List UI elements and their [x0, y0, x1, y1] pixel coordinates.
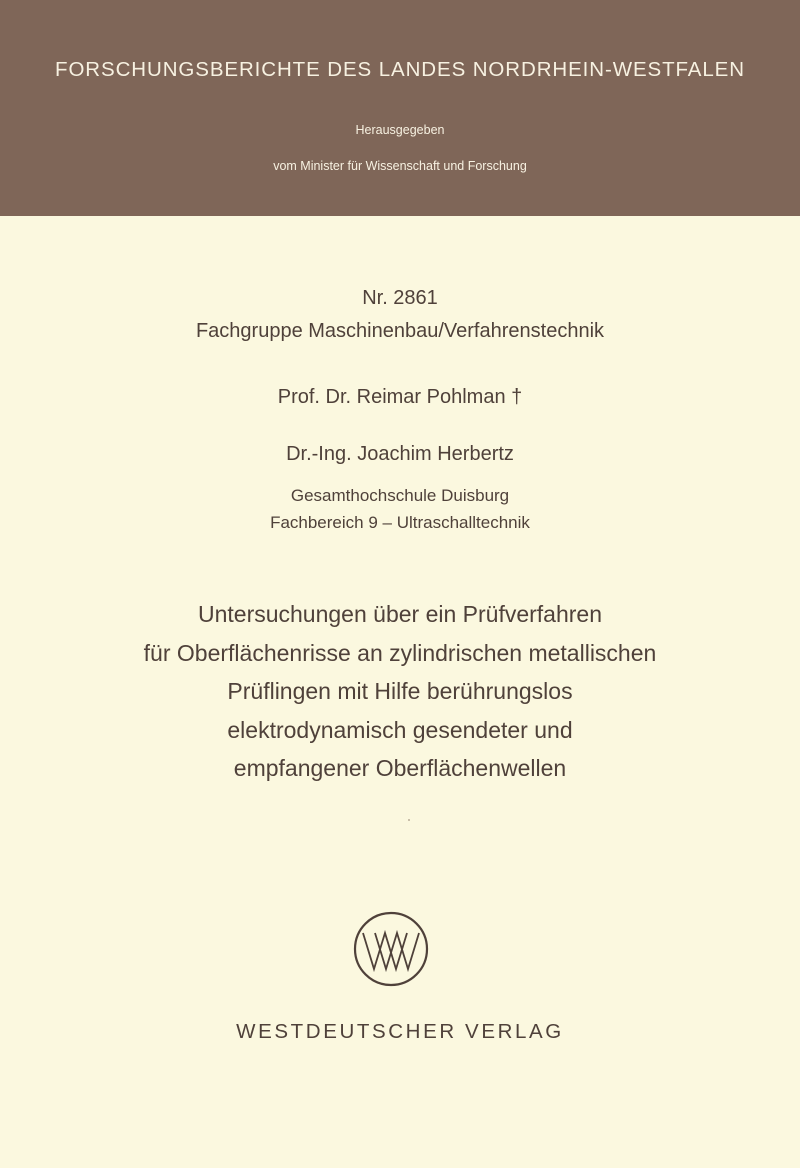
institution-faculty: Fachbereich 9 – Ultraschalltechnik — [270, 513, 530, 532]
editor-name: vom Minister für Wissenschaft und Forschung — [273, 159, 527, 173]
department: Fachgruppe Maschinenbau/Verfahrenstechnik — [195, 320, 605, 342]
title-line: für Oberflächenrisse an zylindrischen metallischen — [143, 639, 657, 666]
report-number: Nr. 2861 — [362, 287, 438, 309]
header-band — [0, 0, 800, 216]
editor-label: Herausgegeben — [355, 123, 445, 137]
publisher-name: WESTDEUTSCHER VERLAG — [236, 1020, 564, 1043]
title-line: elektrodynamisch gesendeter und — [227, 716, 573, 743]
series-title: FORSCHUNGSBERICHTE DES LANDES NORDRHEIN-WESTFALEN — [55, 58, 745, 81]
title-line: Prüflingen mit Hilfe berührungslos — [227, 678, 573, 704]
author-1: Prof. Dr. Reimar Pohlman † — [277, 386, 523, 408]
author-2: Dr.-Ing. Joachim Herbertz — [286, 443, 514, 465]
report-title — [0, 595, 800, 788]
title-line: Untersuchungen über ein Prüfverfahren — [197, 601, 603, 627]
print-speck — [408, 819, 410, 821]
publisher-logo-icon — [353, 911, 429, 987]
title-line: empfangener Oberflächenwellen — [233, 755, 567, 781]
institution-name: Gesamthochschule Duisburg — [290, 486, 510, 505]
